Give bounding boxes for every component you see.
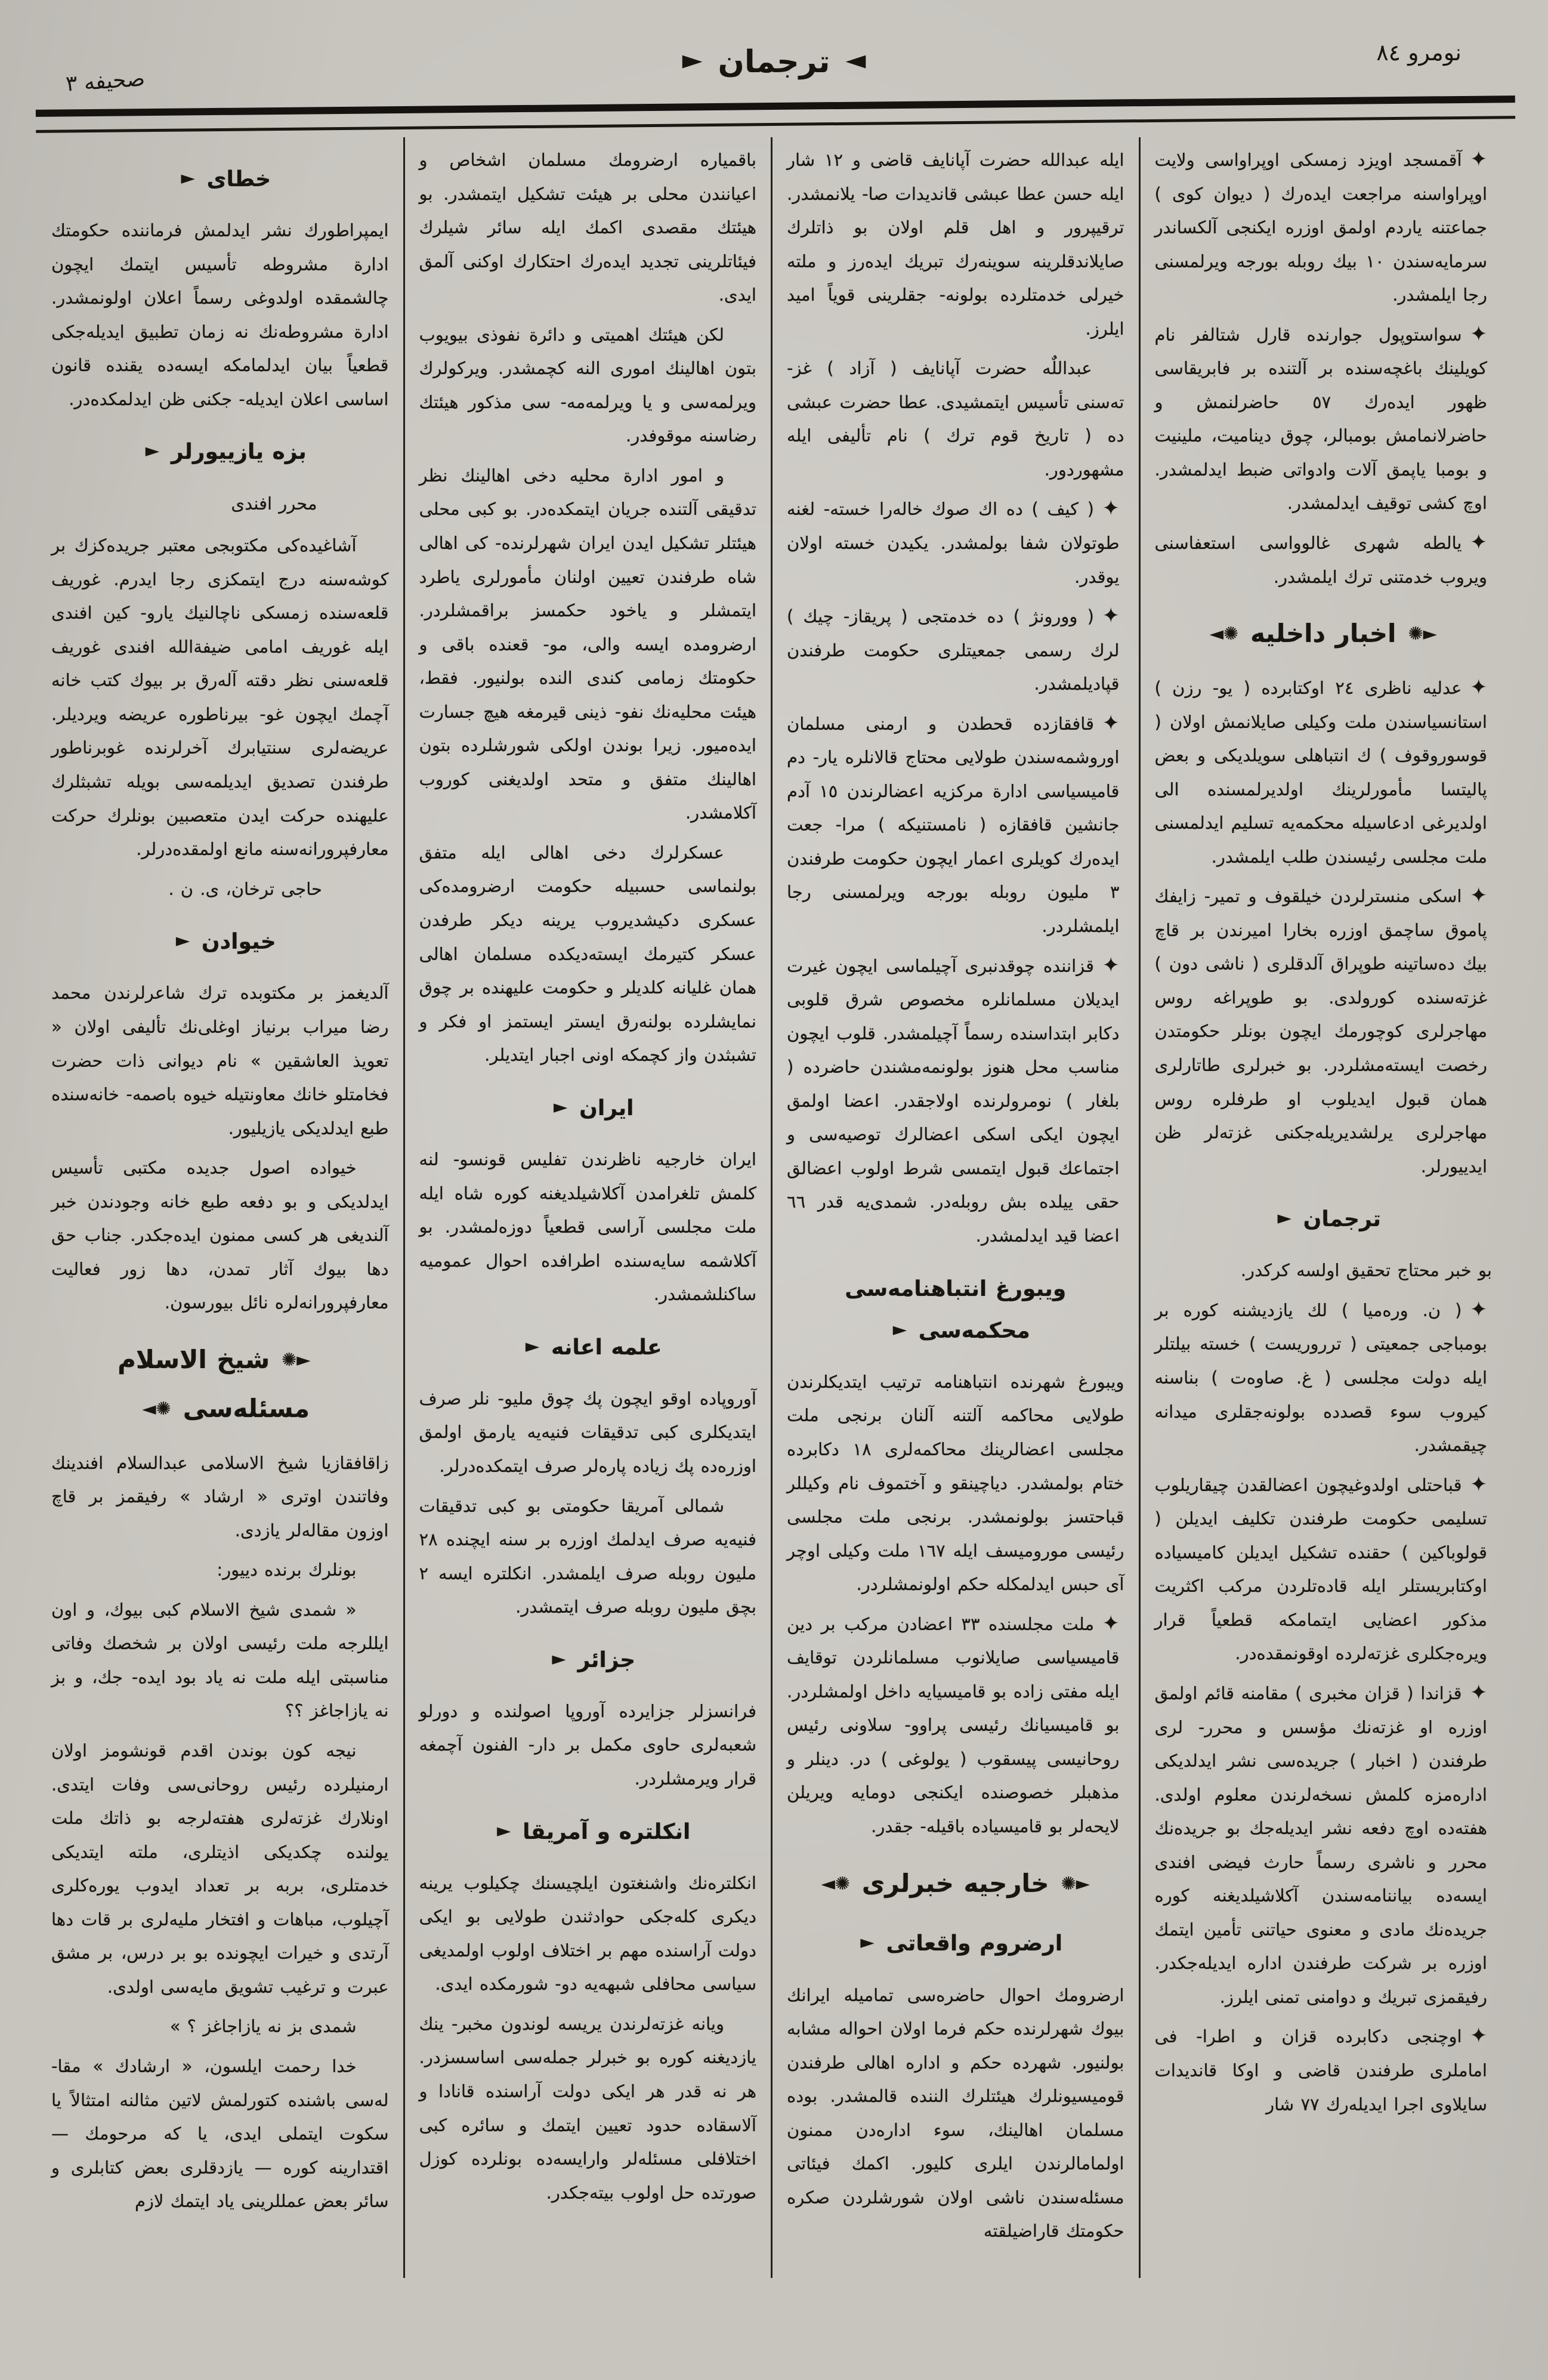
article-paragraph: ايله عبدالله حضرت آپانايف قاضى و ١٢ شار ايله حسن عطا عبشى قانديدات صا- يلانمشدر. ترقيپرور و اهل قلم اولان بو ذاتلرك صايلاندقلرينه سوينه‌رك تبريك ايده‌رز و ملته خيرلى خدمتلرده بولونه- جقلرينى قوياً اميد ايلرز. xyxy=(787,150,1124,339)
article-paragraph: فرانسزلر جزايرده آوروپا اصولنده و دورلو شعبه‌لرى حاوى مكمل بر دار- الفنون آچمغه قرار ويرمشلردر. xyxy=(419,1700,756,1789)
news-item: ✦قزاندا ( قزان مخبرى ) مقامنه قائم اولمق اوزره او غزته‌نك مؤسس و محرر- لرى طرفندن ( اخبار ) جريده‌سى نشر ايدلديكى اداره‌مزه كلمش نسخه‌لرندن معلوم اولدى. هفته‌ده اوچ دفعه نشر ايديله‌جك بو جريده‌نك محرر و ناشرى رسماً حارث فيضى افندى ايسه‌ده بياننامه‌سندن آكلاشيلديغنه كوره جريده‌نك مادى و معنوى حياتنى تأمين ايتمك اوزره بر شركت طرفندن اداره ايديله‌جكدر. رفيقمزى تبريك و دوامنى تمنى ايلرز. xyxy=(1154,1680,1487,2007)
article-paragraph: شمدى بز نه يازاجاغز ؟ » xyxy=(169,2016,357,2037)
article-paragraph: ويبورغ شهرنده انتباهنامه ترتيب ايتديكلرندن طولايى محاكمه آلتنه آلنان برنجى ملت مجلسى اعضالرينك محاكمه‌لرى ١٨ دكابرده ختام بولمشدر. دياچينقو و آختموف نام وكيللر قباحتسز بولونمشدر. برنجى ملت مجلسى رئيسى موروميسف ايله ١٦٧ ملت وكيلى اوچر آى حبس ايدلمكله حكم اولونمشلردر. xyxy=(787,1371,1124,1595)
diamond-bullet-icon: ✦ xyxy=(1470,1680,1487,1705)
newspaper-column xyxy=(403,137,771,2278)
diamond-bullet-icon: ✦ xyxy=(1470,675,1487,699)
news-item: ✦يالطه شهرى غالوواسى استعفاسنى ويروب خدمتنى ترك ايلمشدر. xyxy=(1154,530,1487,587)
heading-ornament-icon: ◄✺ xyxy=(821,1873,850,1894)
diamond-bullet-icon: ✦ xyxy=(1470,322,1487,346)
news-item: ✦سواستوپول جوارنده قارل شتالفر نام كويلينك باغچه‌سنده بر آلتنده بر فابريقاسى ظهور ايده‌رك ٥٧ حاضرلنمش و حاضرلانمامش بومبالر، چوق ديناميت، ملينيت و بومبا ياپمق آلات وادواتى ضبط ايدلمشدر. اوچ كشى توقيف ايدلمشدر. xyxy=(1154,322,1488,514)
sub-heading xyxy=(419,1640,757,1681)
heading-ornament-icon: ◄✺ xyxy=(142,1398,171,1419)
sub-heading xyxy=(419,1088,757,1129)
diamond-bullet-icon: ✦ xyxy=(1470,530,1487,555)
heading-ornament-icon: ► xyxy=(554,1096,568,1118)
section-heading xyxy=(787,1859,1124,1908)
article-paragraph: بو خبر محتاج تحقيق اولسه كركدر. xyxy=(1240,1260,1492,1281)
newspaper-column xyxy=(37,137,403,2278)
heading-ornament-icon: ► xyxy=(181,168,195,189)
heading-text: بزه يازييورلر xyxy=(171,440,307,465)
masthead-arrow-ornament-icon: ► xyxy=(682,45,703,75)
news-item: ✦قافقازده قحطدن و ارمنى مسلمان اوروشمه‌سندن طولايى محتاج قالانلره يار- دم قاميسياسى ادارة مركزيه اعضالرندن ١٥ آدم جانشين قافقازه ( نامستنيكه ) مرا- جعت ايده‌رك كويلرى اعمار ايچون حكومت طرفندن ٣ مليون روبله بورجه ويرلمسنى رجا ايلمشلردر. xyxy=(787,711,1120,937)
heading-ornament-icon: ► xyxy=(497,1820,511,1841)
masthead xyxy=(51,18,1497,97)
header-divider-rule xyxy=(36,95,1515,133)
section-heading xyxy=(51,1335,389,1433)
issue-number: نومرو ٨٤ xyxy=(1376,39,1462,66)
heading-text: انكلتره و آمريقا xyxy=(523,1819,691,1844)
heading-text: خيوادن xyxy=(201,930,276,955)
heading-text: شيخ الاسلام مسئله‌سى xyxy=(118,1344,310,1423)
article-paragraph: و امور ادارة محليه دخى اهالينك نظر تدقيقى آلتنده جريان ايتمكده‌در. بو كبى محلى هيئتلر تشكيل ايدن ايران شهرلرنده- كى اهالى شاه طرفندن تعيين اولنان مأمورلرى ياطرد ايتمشلر و ياخود حكمسز براقمشلردر. ارضرومده ايسه والى، مو- قعنده باقى و حكومتك زمامى كندى النده بولنيور. فقط، هيئت محليه‌نك نفو- ذينى قيرمغه هيچ جسارت ايده‌ميور. زيرا بوندن اولكى شورشلرده بتون اهالينك متفق و متحد اولديغنى كوروب آكلامشدر. xyxy=(419,465,756,823)
article-paragraph: ويانه غزته‌لرندن يريسه لوندون مخبر- ينك يازديغنه كوره بو خبرلر جمله‌سى اساسسزدر. هر نه قدر هر ايكى دولت آراسنده قانادا و آلاسقاده حدود تعيين ايتمك و سائره كبى اختلافلى مسئله‌لر وارايسه‌ده بونلرده كوزل صورتده حل اولوب بيته‌جكدر. xyxy=(419,2013,756,2203)
masthead-arrow-ornament-icon: ◄ xyxy=(845,45,866,75)
heading-ornament-icon: ► xyxy=(145,440,159,462)
article-paragraph: عسكرلرك دخى اهالى ايله متفق بولنماسى حسبيله حكومت ارضرومده‌كى عسكرى دكيشديروب يرينه ديكر طرفدن عسكر كتيرمك ايسته‌ديكده مسلمان اهالى همان غليانه كلديلر و حكومت عليهنده بر چوق نمايشلرده بولنه‌رق ايستر ايستمز او فكر و تشبثدن واز كچمكه اونى اجبار ايتديلر. xyxy=(419,842,756,1066)
diamond-bullet-icon: ✦ xyxy=(1102,953,1120,977)
article-paragraph: بونلرك برنده دييور: xyxy=(217,1560,357,1581)
heading-text: علمه اعانه xyxy=(551,1335,662,1360)
sub-heading xyxy=(787,1923,1124,1965)
heading-ornament-icon: ► xyxy=(860,1932,875,1953)
diamond-bullet-icon: ✦ xyxy=(1470,2024,1487,2048)
article-paragraph: ارضرومك احوال حاضره‌سى تماميله ايرانك بيوك شهرلرنده حكم فرما اولان احواله مشابه بولنيور. شهرده حكم و اداره اهالى طرفندن قوميسيونلرك هيئتلرك الننده قالمشدر. بوده مسلمان اهالينك، سوء اداره‌دن ممنون اولمامالرندن ايلرى كليور. اكمك فيئاتى مسئله‌سندن ناشى اولان شورشلردن صكره حكومتك قاراضيلقته xyxy=(787,1984,1124,2242)
paper-title xyxy=(51,44,1497,80)
heading-ornament-icon: ✺► xyxy=(1061,1873,1090,1894)
heading-ornament-icon: ◄✺ xyxy=(1209,623,1239,645)
article-paragraph: ايمپراطورك نشر ايدلمش فرماننده حكومتك ادارة مشروطه تأسيس ايتمك ايچون چالشمقده اولدوغى رسماً اعلان اولونمشدر. ادارة مشروطه‌نك نه زمان تطبيق ايديله‌جكى قطعياً بيان ايدلمامكه ايسه‌ده يقنده قانون اساسى اعلان ايديله- جكنى ظن ايدلمكده‌در. xyxy=(51,220,389,409)
news-item: ✦اسكى منسترلردن خيلقوف و تمير- زايفك پاموق ساچمق اوزره بخارا اميرندن بر قاچ بيك دەساتينه طوپراق آلدقلرى ( ناشى دون ) غزته‌سنده كورولدى. بو طوپراغه روس مهاجرلرى كوچورمك ايچون بونلر حكومتدن رخصت ايسته‌مشلردر. بو خبرلرى طاتارلرى همان قبول ايديلوب او طرفلره روس مهاجرلرى يرلشديريله‌جكنى غزته‌لر ظن ايدييورلر. xyxy=(1154,884,1487,1177)
heading-ornament-icon: ► xyxy=(552,1648,566,1669)
article-paragraph: خيواده اصول جديده مكتبى تأسيس ايدلديكى و بو دفعه طبع خانه وجودندن خبر آلنديغى هر كسى ممنون ايده‌جكدر. جناب حق دها بيوك آثار تمدن، دها زور فعاليت معارفپرورانه‌لره نائل بيورسون. xyxy=(51,1157,389,1313)
heading-ornament-icon: ► xyxy=(175,930,190,952)
article-paragraph: باقمياره ارضرومك مسلمان اشخاص و اعيانندن محلى بر هيئت تشكيل ايتمشدر. بو هيئتك مقصدى اكمك ايله سائر شيلرك فيئاتلرينى تجديد ايده‌رك احتكارك اوكنى آلمق ايدى. xyxy=(419,150,756,305)
section-heading xyxy=(1155,609,1493,658)
newspaper-column xyxy=(1139,137,1507,2278)
diamond-bullet-icon: ✦ xyxy=(1102,604,1120,628)
article-paragraph: آشاغيده‌كى مكتوبجى معتبر جريده‌كزك بر كوشه‌سنه درج ايتمكزى رجا ايدرم. غوريف قلعه‌سنده زمسكى ناچالنيك يارو- كين افندى ايله غوريف امامى ضيفة‌الله افندى غوريف قلعه‌سنى نظر دقته آله‌رق بر بيوك كتب خانه آچمك ايچون غو- بيرناطوره عريضه ويرديلر. عريضه‌لرى سنتيابرك آخرلرنده غوبرناطور طرفندن تصديق ايديلمه‌سى بويله تشبثلرك عليهنده حركت ايدن متعصبين بونلرك حركت معارفپرورانه‌سنه مانع اولمقده‌درلر. xyxy=(51,535,389,860)
news-item: ✦آقمسجد اويزد زمسكى اوپراواسى ولايت اوپراواسنه مراجعت ايده‌رك ( ديوان كوى ) جماعتنه ياردم اولمق اوزره ايكنجى آلكساندر سرمايه‌سندن ١٠ بيك روبله بورجه ويرلمسنى رجا ايلمشدر. xyxy=(1154,147,1488,305)
sub-heading xyxy=(51,159,389,200)
news-item: ✦( وورونژ ) ده خدمتجى ( پريقاز- چيك ) لرك رسمى جمعيتلرى حكومت طرفندن قپاديلمشدر. xyxy=(787,604,1120,694)
paper-title-text: ترجمان xyxy=(718,44,830,80)
salutation: محرر افندى xyxy=(231,493,317,514)
sub-heading xyxy=(1155,1199,1493,1240)
news-item: ✦ملت مجلسنده ٣٣ اعضادن مركب بر دين قاميسياسى صايلانوب مسلمانلردن توقايف ايله مفتى زاده بو قاميسيايه داخل اولمشلردر. بو قاميسيانك رئيسى پراوو- سلاونى رئيس روحانيسى پيسقوب ( يولوغى ) در. دينلر و مذهبلر خصوصنده ايكنجى دومايه ويريلن لايحه‌لر بو قاميسياده باقيله- جقدر. xyxy=(787,1611,1120,1836)
article-paragraph: شمالى آمريقا حكومتى بو كبى تدقيقات فنيه‌يه صرف ايدلمك اوزره بر سنه ايچنده ٢٨ مليون روبله صرف ايلمشدر. انكلتره ايسه ٢ بچق مليون روبله صرف ايتمشدر. xyxy=(419,1495,756,1617)
article-paragraph: لكن هيئتك اهميتى و دائرة نفوذى بيويوب بتون اهالينك امورى النه كچمشدر. ويركولرك ويرلمه‌سى و يا ويرلمه‌مه- سى مذكور هيئتك رضاسنه موقوفدر. xyxy=(419,324,756,446)
diamond-bullet-icon: ✦ xyxy=(1102,496,1120,521)
diamond-bullet-icon: ✦ xyxy=(1470,1297,1487,1322)
heading-text: اخبار داخليه xyxy=(1250,619,1396,649)
news-item: ✦قزاننده چوقدنبرى آچيلماسى ايچون غيرت ايديلان مسلمانلره مخصوص شرق قلوبى دكابر ابتداسنده رسماً آچيلمشدر. قلوب ايچون مناسب محل هنوز بولونمه‌مشندن حاضرده ( بلغار ) نومرولرنده اولاجقدر. اعضا اولمق ايچون ايكى اسكى اعضالرك توصيه‌سى و اجتماعك قبول ايتمسى شرط اولوب اعضالق حقى ييلده بش روبله‌در. شمدى‌يه قدر ٦٦ اعضا قيد ايدلمشدر. xyxy=(787,953,1120,1246)
sub-heading xyxy=(51,431,389,473)
heading-text: ايران xyxy=(579,1095,634,1120)
article-paragraph: انكلتره‌نك واشنغتون ايلچيسنك چكيلوب يرينه ديكرى كله‌جكى حوادثندن طولايى بو ايكى دولت آراسنده مهم بر اختلاف اولوب اولمديغى سياسى محافلى شبهه‌يه دو- شورمكده ايدى. xyxy=(419,1872,756,1995)
page-number: صحيفه ٣ xyxy=(64,66,146,97)
article-paragraph: عبداللٌه حضرت آپانايف ( آزاد ) غز- ته‌سنى تأسيس ايتمشيدى. عطا حضرت عبشى ده ( تاريخ قوم ترك ) نام تأليفى ايله مشهوردور. xyxy=(787,358,1124,480)
heading-ornament-icon: ► xyxy=(1277,1208,1291,1229)
newspaper-column xyxy=(771,137,1139,2278)
heading-text: ارضروم واقعاتى xyxy=(886,1931,1063,1956)
sub-heading xyxy=(787,1268,1124,1352)
heading-text: خارجيه خبرلرى xyxy=(861,1868,1049,1898)
heading-ornament-icon: ► xyxy=(525,1335,539,1357)
sub-heading xyxy=(419,1327,757,1369)
diamond-bullet-icon: ✦ xyxy=(1102,711,1120,735)
heading-text: ترجمان xyxy=(1303,1207,1381,1232)
news-item: ✦عدليه ناظرى ٢٤ اوكتابرده ( يو- رزن ) استانسياسندن ملت وكيلى صايلانمش اولان ( قوسوروقوف ) ك انتباهلى سويلديكى و بعض پاليتسا مأمورلرينك اولديرلمسنده الى اولديرغى ادعاسيله محكمه‌يه تسليم ايدلمسنى ملت مجلسى رئيسندن طلب ايلمشدر. xyxy=(1154,675,1487,867)
diamond-bullet-icon: ✦ xyxy=(1470,1472,1487,1496)
diamond-bullet-icon: ✦ xyxy=(1470,147,1487,171)
heading-ornament-icon: ✺► xyxy=(1408,623,1437,645)
heading-text: ويبورغ انتباهنامه‌سى محكمه‌سى xyxy=(845,1276,1067,1343)
article-paragraph: آلديغمز بر مكتوبده ترك شاعرلرندن محمد رضا ميراب برنياز اوغلى‌نك تأليفى اولان « تعويذ العاشقين » نام ديوانى ذات حضرت فخامتلو خانك معاونتيله خيوه باصمه- خانه‌سنده طبع ايدلديكى يازيليور. xyxy=(51,983,389,1138)
heading-ornament-icon: ✺► xyxy=(282,1349,311,1370)
heading-ornament-icon: ► xyxy=(892,1319,907,1340)
news-item: ✦( كيف ) ده اك صوك خاله‌را خسته- لغنه طوتولان شفا بولمشدر. يكيدن خسته اولان يوقدر. xyxy=(787,496,1120,587)
columns xyxy=(37,137,1506,2278)
sub-heading xyxy=(419,1811,757,1853)
news-item: ✦اوچنجى دكابرده قزان و اطرا- فى اماملرى طرفندن قاضى و اوكا قانديدات سايلاوى اجرا ايديله‌رك ٧٧ شار xyxy=(1154,2024,1487,2114)
article-paragraph: « شمدى شيخ الاسلام كبى بيوك، و اون ايللرجه ملت رئيسى اولان بر شخصك وفاتى مناسبتى ايله ملت نه ياد بود ايده- جك، و بز نه يازاجاغز ؟؟ xyxy=(51,1599,389,1721)
news-item: ✦( ن. وره‌ميا ) لك يازديشنه كوره بر بومباجى جمعيتى ( ترروريست ) خسته بيلتلر ايله دولت مجلسى ( غ. صاوەت ) بناسنه كيروب سوء قصدده بولونه‌جقلرى ميدانه چيقمشدر. xyxy=(1154,1297,1487,1456)
heading-text: خطاى xyxy=(206,167,271,192)
heading-text: جزائر xyxy=(577,1647,636,1672)
sub-heading xyxy=(51,921,389,963)
article-paragraph: آوروپاده اوقو ايچون پك چوق مليو- نلر صرف ايتديكلرى كبى تدقيقات فنيه‌يه يارمق اولمق اوزره‌ده پك زياده پاره‌لر صرف ايتمكده‌درلر. xyxy=(419,1388,756,1476)
news-item: ✦قباحتلى اولدوغيچون اعضالقدن چيقاريلوب تسليمى حكومت طرفندن تكليف ايديلن ( قولوباكين ) حقنده تشكيل ايديلن كاميسياده اوكتابريستلر ايله قاده‌تلردن مركب اكثريت مذكور اعضايى ايتمامكه قطعياً قرار ويره‌جكلرى غزته‌لرده اوقونمقده‌در. xyxy=(1154,1472,1487,1664)
article-paragraph: خدا رحمت ايلسون، « ارشادك » مقا- له‌سى باشنده كتورلمش لاتين مثالنه امتثالاً يا سكوت ايتملى ايدى، يا كه مرحومك — اقتدارينه كوره — يازدقلرى بعض كتابلرى و سائر بعض عمللرينى ياد ايتمك لازم xyxy=(51,2055,389,2212)
article-paragraph: نيجه كون بوندن اقدم قونشومز اولان ارمنيلرده رئيس روحانى‌سى وفات ايتدى. اونلارك غزته‌لرى هفته‌لرجه بو ذاتك ملت يولنده چكديكى اذيتلرى، ملته ايتديكى خدمتلرى، بربه بر تعداد ايدوب يوره‌كلرى آچيلوب، مباهات و افتخار مليه‌لرى بر قات دها آرتدى و خيرات ايچونده بو بر درس، بر مشق عبرت و ترغيب تشويق مايه‌سى اولدى. xyxy=(51,1740,389,1997)
diamond-bullet-icon: ✦ xyxy=(1470,884,1487,908)
diamond-bullet-icon: ✦ xyxy=(1102,1611,1120,1635)
article-paragraph: زاقافقازيا شيخ الاسلامى عبدالسلام افندينك وفاتندن اوترى « ارشاد » رفيقمز بر قاچ اوزون مقاله‌لر يازدى. xyxy=(51,1452,389,1541)
article-paragraph: ايران خارجيه ناظرندن تفليس قونسو- لنه كلمش تلغرامدن آكلاشيلديغنه كوره شاه ايله ملت مجلسى آراسى قطعياً دوزه‌لمشدر. بو آكلاشمه سايه‌سنده اطرافده احوال عموميه ساكنلشمشدر. xyxy=(419,1149,756,1305)
signature: حاجى ترخان، ى. ن . xyxy=(168,878,322,899)
